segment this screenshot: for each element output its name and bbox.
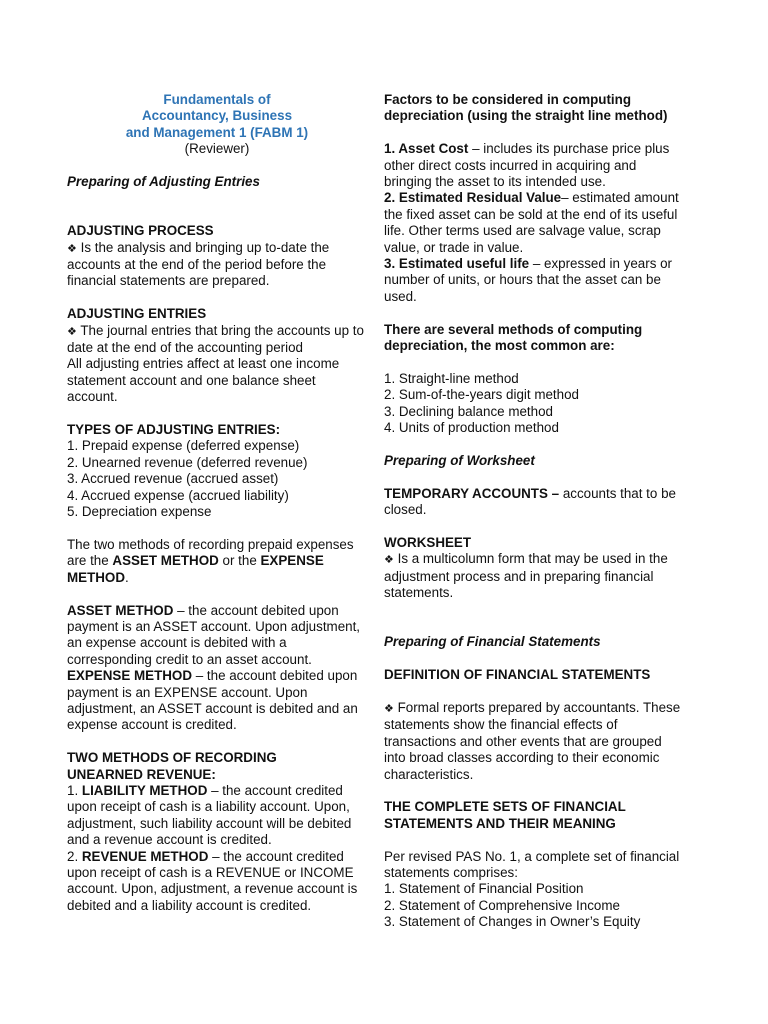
types-item: 4. Accrued expense (accrued liability) bbox=[67, 487, 289, 503]
diamond-bullet-icon bbox=[384, 700, 394, 715]
document-subtitle: (Reviewer) bbox=[184, 141, 250, 157]
unearned-revenue-heading-line-2: UNEARNED REVENUE: bbox=[67, 766, 216, 782]
section-heading-financial-statements: Preparing of Financial Statements bbox=[384, 634, 601, 650]
diamond-bullet-icon bbox=[67, 240, 77, 255]
document-title-line-1: Fundamentals of bbox=[163, 92, 271, 107]
fs-item: 3. Statement of Changes in Owner’s Equity bbox=[384, 914, 641, 930]
section-heading-adjusting-entries: Preparing of Adjusting Entries bbox=[67, 174, 260, 190]
method-item: 2. Sum-of-the-years digit method bbox=[384, 387, 579, 403]
document-title-line-2: Accountancy, Business bbox=[141, 108, 293, 124]
prepaid-methods-text: The two methods of recording prepaid expenses are the ASSET METHOD or the EXPENSE METHOD. bbox=[67, 536, 354, 585]
adjusting-process-text: ❖ Is the analysis and bringing up to-date the accounts at the end of the period before the financial statements are prepared. bbox=[67, 240, 367, 290]
expense-method-definition: EXPENSE METHOD – the account debited upon payment is an EXPENSE account. Upon adjustment, an ASSET account is debited and an expense account is credited. bbox=[67, 668, 358, 733]
factors-heading-line-2: depreciation (using the straight line method) bbox=[384, 108, 668, 124]
methods-heading-line-1: There are several methods of computing bbox=[384, 321, 643, 337]
diamond-bullet-icon bbox=[67, 323, 77, 338]
types-item: 5. Depreciation expense bbox=[67, 504, 212, 520]
left-column bbox=[67, 92, 367, 914]
adjusting-entries-text-2: All adjusting entries affect at least one income statement account and one balance sheet account. bbox=[67, 356, 340, 405]
adjusting-entries-heading: ADJUSTING ENTRIES bbox=[67, 306, 207, 322]
factor-asset-cost: 1. Asset Cost – includes its purchase price plus other direct costs incurred in acquiring and bringing the asset to its intended use. bbox=[384, 141, 670, 190]
definition-text: ❖ Formal reports prepared by accountants. These statements show the financial effects of transactions and other events that are grouped into broad classes according to their economic characteristics. bbox=[384, 700, 684, 783]
unearned-revenue-heading-line-1: TWO METHODS OF RECORDING bbox=[67, 750, 277, 766]
types-item: 3. Accrued revenue (accrued asset) bbox=[67, 471, 279, 487]
temporary-accounts-text: TEMPORARY ACCOUNTS – accounts that to be closed. bbox=[384, 485, 676, 518]
document-title-line-3: and Management 1 (FABM 1) bbox=[125, 124, 309, 140]
factors-heading-line-1: Factors to be considered in computing bbox=[384, 92, 632, 107]
definition-heading: DEFINITION OF FINANCIAL STATEMENTS bbox=[384, 667, 651, 683]
methods-heading-line-2: depreciation, the most common are: bbox=[384, 338, 615, 354]
factor-residual-value: 2. Estimated Residual Value– estimated amount the fixed asset can be sold at the end of its useful life. Other terms used are salvage value, scrap value, or trade in value. bbox=[384, 190, 679, 255]
method-item: 4. Units of production method bbox=[384, 420, 559, 436]
fs-item: 2. Statement of Comprehensive Income bbox=[384, 897, 620, 913]
asset-method-definition: ASSET METHOD – the account debited upon payment is an ASSET account. Upon adjustment, an expense account is debited with a corresponding credit to an asset account. bbox=[67, 602, 361, 667]
method-item: 3. Declining balance method bbox=[384, 403, 553, 419]
section-heading-worksheet: Preparing of Worksheet bbox=[384, 452, 535, 468]
fs-item: 1. Statement of Financial Position bbox=[384, 881, 584, 897]
worksheet-heading: WORKSHEET bbox=[384, 534, 472, 550]
pas-text: Per revised PAS No. 1, a complete set of financial statements comprises: bbox=[384, 848, 680, 880]
revenue-method-item: 2. REVENUE METHOD – the account credited upon receipt of cash is a REVENUE or INCOME account. Upon, adjustment, a revenue account is debited and a liability account is credited. bbox=[67, 848, 358, 913]
adjusting-process-heading: ADJUSTING PROCESS bbox=[67, 223, 214, 239]
right-column bbox=[384, 92, 684, 931]
types-item: 2. Unearned revenue (deferred revenue) bbox=[67, 454, 308, 470]
diamond-bullet-icon bbox=[384, 551, 394, 566]
complete-sets-heading-line-2: STATEMENTS AND THEIR MEANING bbox=[384, 815, 616, 831]
types-heading: TYPES OF ADJUSTING ENTRIES: bbox=[67, 422, 281, 438]
liability-method-item: 1. LIABILITY METHOD – the account credited upon receipt of cash is a liability account. Upon, adjustment, such liability account will be debited and a revenue account is credited. bbox=[67, 782, 352, 848]
method-item: 1. Straight-line method bbox=[384, 370, 519, 386]
types-item: 1. Prepaid expense (deferred expense) bbox=[67, 438, 300, 454]
worksheet-text: ❖ Is a multicolumn form that may be used in the adjustment process and in preparing financial statements. bbox=[384, 551, 684, 601]
factor-useful-life: 3. Estimated useful life – expressed in years or number of units, or hours that the asset can be used. bbox=[384, 256, 673, 304]
adjusting-entries-text: ❖ The journal entries that bring the accounts up to date at the end of the accounting period bbox=[67, 323, 367, 357]
complete-sets-heading-line-1: THE COMPLETE SETS OF FINANCIAL bbox=[384, 799, 626, 815]
